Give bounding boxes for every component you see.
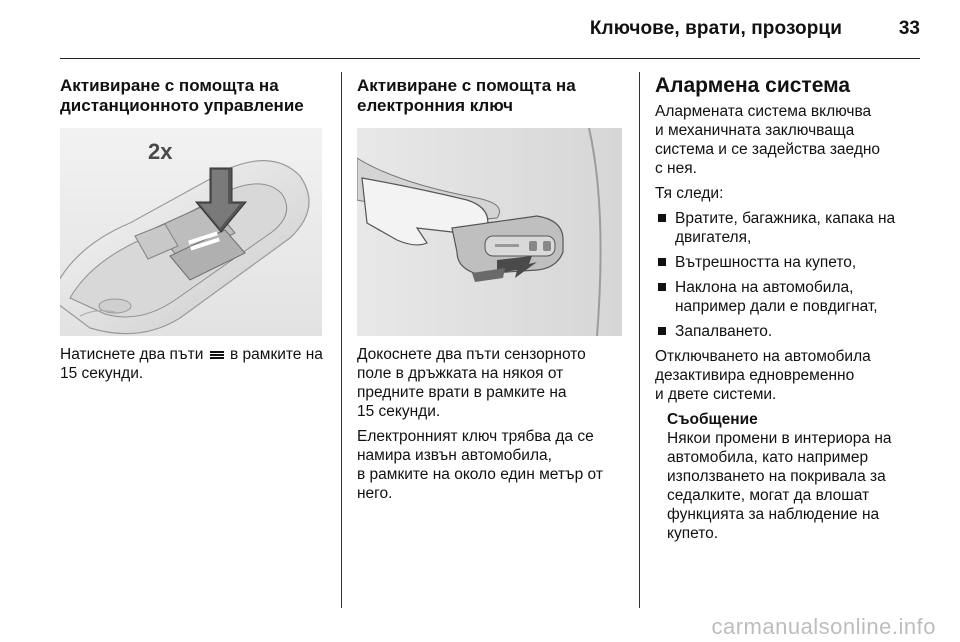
figure-label-2x: 2x (148, 139, 173, 164)
monitors-label: Тя следи: (655, 185, 724, 202)
column-alarm-system (655, 74, 920, 543)
remote-instruction: Натиснете два пъти в рамките на 15 секунди. (60, 346, 323, 382)
page-number: 33 (898, 18, 920, 39)
bullet-square-icon (658, 283, 666, 291)
list-item: Вратите, багажника, капака на двигателя, (655, 209, 920, 247)
column-divider-2 (639, 72, 640, 608)
electronic-key-paragraph-2: Електронният ключ трябва да се намира извън автомобила, в рамките на около един метър от него. (357, 428, 603, 502)
remote-key-illustration (60, 128, 322, 336)
bullet-square-icon (658, 258, 666, 266)
electronic-key-paragraph-1: Докоснете два пъти сензорното поле в дръжката на някоя от предните врати в рамките на 15 секунди. (357, 346, 586, 420)
bullet-square-icon (658, 327, 666, 335)
column-remote-activation (60, 76, 332, 116)
note-box (667, 410, 920, 543)
running-header-title: Ключове, врати, прозорци (589, 18, 842, 39)
list-item: Вътрешността на купето, (655, 253, 920, 272)
section-heading-alarm: Алармена система (655, 74, 851, 97)
header-rule (60, 58, 920, 59)
note-text: Някои промени в интериора на автомобила, като например използването на покривала за седалките, могат да влошат функцията за наблюдение на купето. (667, 430, 892, 542)
door-handle-illustration (357, 128, 622, 336)
section-heading-remote: Активиране с помощта на дистанционното управление (60, 76, 304, 115)
alarm-intro: Алармената система включва и механичната заключваща система и се задейства заедно с нея. (655, 103, 881, 177)
monitored-items-list (655, 209, 920, 341)
deactivation-text: Отключването на автомобила дезактивира едновременно и двете системи. (655, 348, 871, 403)
electronic-key-instructions (357, 345, 632, 509)
lock-button-icon (210, 346, 224, 356)
list-item: Наклона на автомобила, например дали е повдигнат, (655, 278, 920, 316)
column-divider-1 (341, 72, 342, 608)
list-item: Запалването. (655, 322, 920, 341)
bullet-square-icon (658, 214, 666, 222)
column-electronic-key (357, 76, 627, 116)
note-title: Съобщение (667, 411, 758, 428)
watermark: carmanualsonline.info (711, 614, 936, 639)
section-heading-electronic-key: Активиране с помощта на електронния ключ (357, 76, 576, 115)
